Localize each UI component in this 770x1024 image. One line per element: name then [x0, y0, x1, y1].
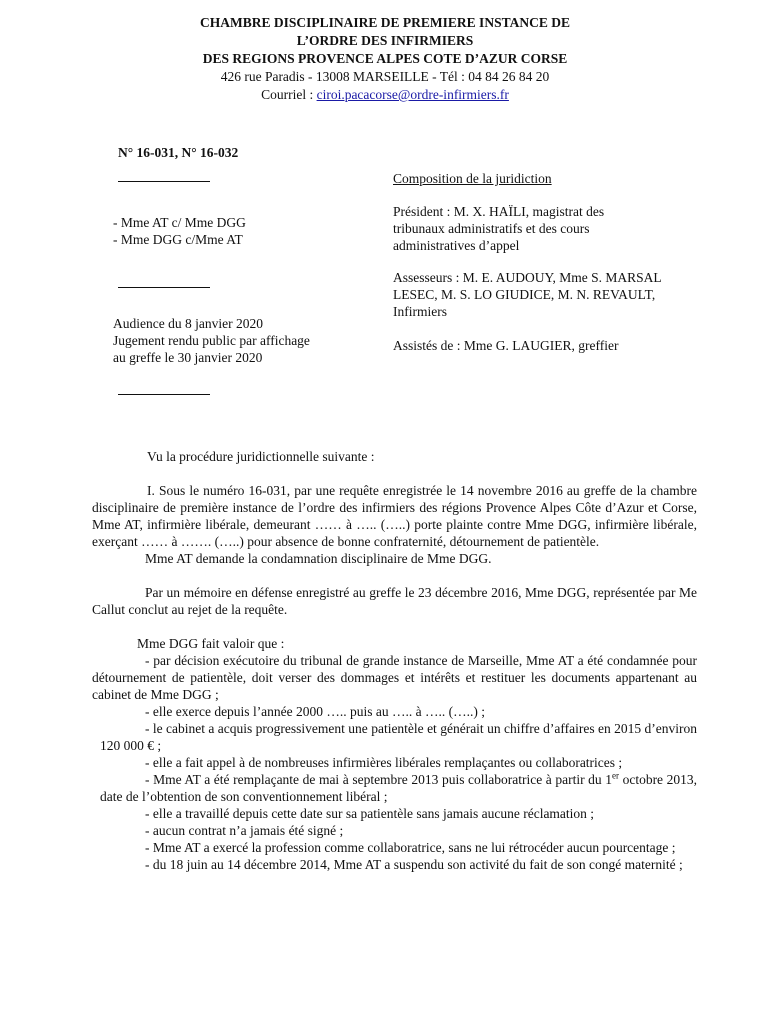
list-item: - Mme AT a exercé la profession comme collaboratrice, sans ne lui rétrocéder aucun pourcentage ;: [145, 840, 676, 855]
case-numbers: N° 16-031, N° 16-032: [118, 145, 239, 160]
assesseurs-line-3: Infirmiers: [393, 304, 447, 319]
list-item-text: octobre 2013, date de l’obtention de son conventionnement libéral ;: [100, 772, 698, 804]
paragraph-fait-valoir: Mme DGG fait valoir que :: [137, 636, 285, 651]
letterhead: [0, 14, 770, 104]
courriel-link[interactable]: ciroi.pacacorse@ordre-infirmiers.fr: [316, 87, 509, 102]
list-item: - elle a travaillé depuis cette date sur sa patientèle sans jamais aucune réclamation ;: [145, 806, 595, 821]
separator-rule: [118, 181, 210, 182]
party-line-1: - Mme AT c/ Mme DGG: [113, 215, 246, 230]
parties-block: [113, 214, 246, 248]
list-item: - par décision exécutoire du tribunal de grande instance de Marseille, Mme AT a été condamnée pour détournement de patientèle, doit verser des dommages et intérêts et restituer les documents appartenant au cabinet de Mme DGG ;: [92, 653, 697, 702]
list-item: - le cabinet a acquis progressivement une patientèle et générait un chiffre d’affaires en 2015 d’environ 120 000 € ;: [100, 721, 697, 753]
separator-rule: [118, 287, 210, 288]
list-item: - elle a fait appel à de nombreuses infirmières libérales remplaçantes ou collaboratrices ;: [145, 755, 623, 770]
party-line-2: - Mme DGG c/Mme AT: [113, 232, 243, 247]
paragraph-memoire: Par un mémoire en défense enregistré au greffe le 23 décembre 2016, Mme DGG, représentée par Me Callut conclut au rejet de la requête.: [92, 585, 697, 617]
president-line-3: administratives d’appel: [393, 238, 520, 253]
president-block: [393, 203, 713, 254]
president-line-2: tribunaux administratifs et des cours: [393, 221, 590, 236]
composition-title: Composition de la juridiction: [393, 171, 552, 186]
document-body: [92, 448, 697, 873]
list-item: - elle exerce depuis l’année 2000 ….. puis au ….. à ….. (…..) ;: [145, 704, 486, 719]
list-item-text: - Mme AT a été remplaçante de mai à septembre 2013 puis collaboratrice à partir du 1: [145, 772, 612, 787]
list-item: - aucun contrat n’a jamais été signé ;: [145, 823, 344, 838]
header-courriel: [0, 86, 770, 104]
separator-rule: [118, 394, 210, 395]
intro-paragraph: Vu la procédure juridictionnelle suivante :: [147, 449, 375, 464]
greffier-line: Assistés de : Mme G. LAUGIER, greffier: [393, 338, 619, 353]
paragraph-demande: Mme AT demande la condamnation disciplinaire de Mme DGG.: [145, 551, 492, 566]
header-line-2: L’ORDRE DES INFIRMIERS: [296, 33, 474, 48]
header-address: 426 rue Paradis - 13008 MARSEILLE - Tél : 04 84 26 84 20: [220, 69, 550, 84]
list-item: - du 18 juin au 14 décembre 2014, Mme AT a suspendu son activité du fait de son congé maternité ;: [145, 857, 683, 872]
audience-line-3: au greffe le 30 janvier 2020: [113, 350, 263, 365]
list-item: [92, 771, 697, 805]
header-line-3: DES REGIONS PROVENCE ALPES COTE D’AZUR CORSE: [202, 51, 568, 66]
audience-line-1: Audience du 8 janvier 2020: [113, 316, 263, 331]
courriel-label: Courriel :: [261, 87, 317, 102]
superscript: er: [612, 770, 619, 781]
president-line-1: Président : M. X. HAÏLI, magistrat des: [393, 204, 605, 219]
audience-line-2: Jugement rendu public par affichage: [113, 333, 310, 348]
assesseurs-line-1: Assesseurs : M. E. AUDOUY, Mme S. MARSAL: [393, 270, 662, 285]
paragraph-requete: I. Sous le numéro 16-031, par une requête enregistrée le 14 novembre 2016 au greffe de la chambre disciplinaire de première instance de l’ordre des infirmiers des régions Provence Alpes Côte d’Azur et Corse, Mme AT, infirmière libérale, demeurant …… à ….. (…..) porte plainte contre Mme DGG, infirmière libérale, exerçant …… à ……. (…..) pour absence de bonne confraternité, détournement de patientèle.: [92, 483, 697, 549]
audience-block: [113, 315, 310, 366]
assesseurs-block: [393, 269, 713, 320]
header-line-1: CHAMBRE DISCIPLINAIRE DE PREMIERE INSTANCE DE: [200, 15, 570, 30]
assesseurs-line-2: LESEC, M. S. LO GIUDICE, M. N. REVAULT,: [393, 287, 656, 302]
